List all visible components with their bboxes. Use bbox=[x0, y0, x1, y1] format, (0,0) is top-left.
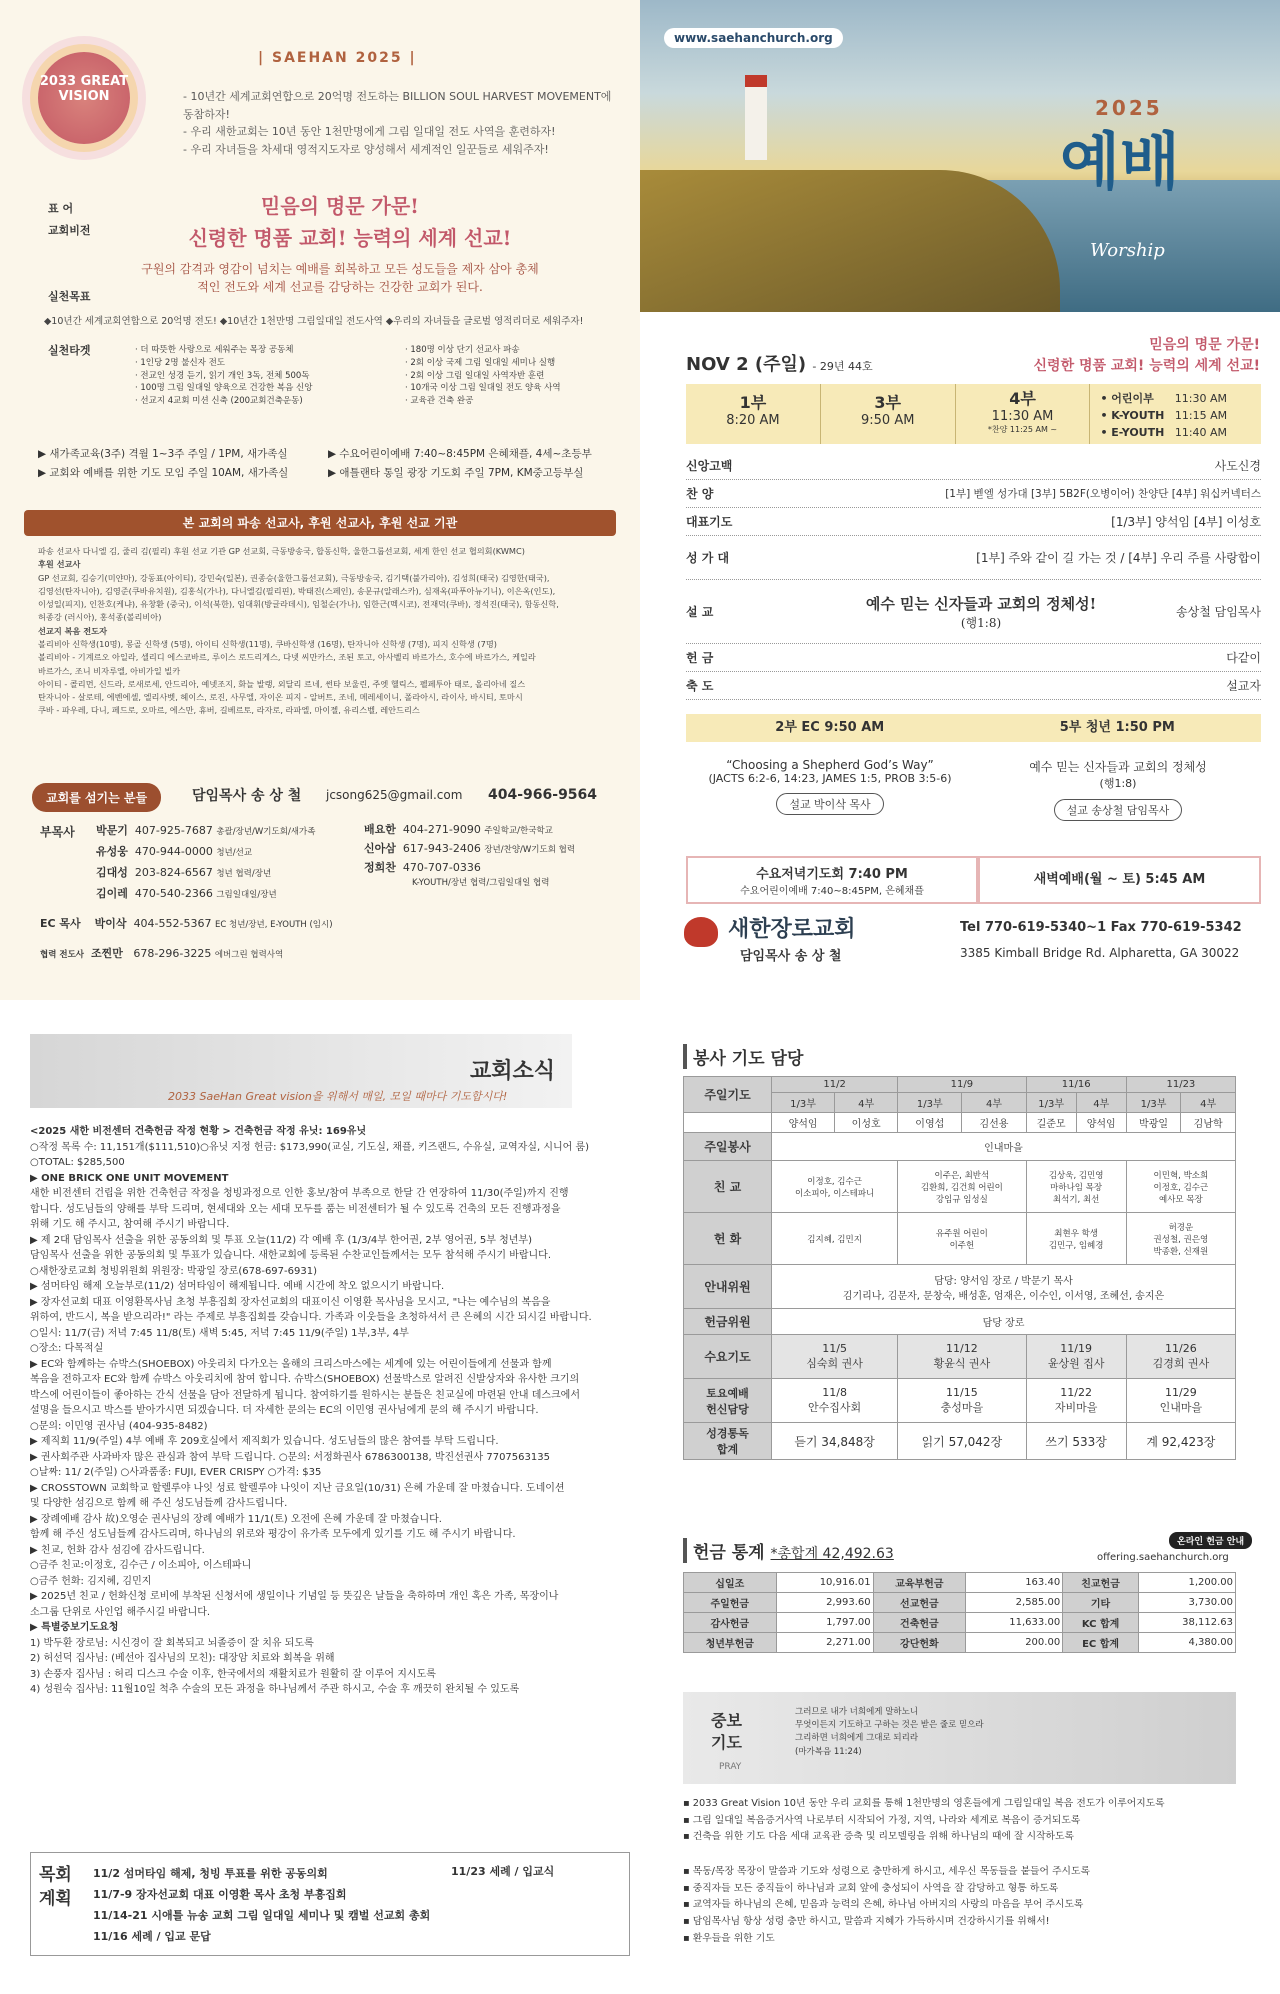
offering-title: 헌금 통계 *총합계 42,492.63 bbox=[683, 1538, 894, 1563]
vision-sentence: 구원의 감격과 영감이 넘치는 예배를 회복하고 모든 성도들을 제자 삼아 총체적인 전도와 세계 선교를 감당하는 건강한 교회가 된다. bbox=[141, 262, 539, 294]
worship-en: Worship bbox=[1090, 240, 1165, 261]
ec-young-bar: 2부 EC 9:50 AM 5부 청년 1:50 PM bbox=[686, 714, 1261, 742]
mission-list: 파송 선교사 다니엘 김, 줄리 김(필리) 후원 선교 기관 GP 선교회, 극동방송국, 합동신학, 울한그룹선교회, 세계 한인 선교 협의회(KWMC) 후원 선교사 GP 선교회, 김승기(미얀마), 강동표(아이티), 강민숙(일본), 권종승(울한그룹선교회), 극동방송국, 김기택(불가리아), 김성희(태국) 김영한(태국), 김영선(탄자니아), 김영준(쿠바유치원), 김홍식(가나), 다니엘김(필리핀), 박태진(스페인), 송문규(알래스카), 심재옥(파푸아뉴기니), 이은옥(인도), 이성일(피지), 인찬호(케냐), 유창환 (중국), 이석(북한), 임대휘(방글라데시), 임철순(가나), 임한근(멕시코), 전재덕(쿠바), 정석진(태국), 함동신학, 허종강 (러시아), 홍석종(볼리비아) 선교지 복음 전도자 볼리비아 신학생(10명), 몽골 신학생 (5명), 아이티 신학생(11명), 쿠바신학생 (16명), 탄자니아 신학생 (7명), 피지 신학생 (7명) 볼리비아 - 기계르오 아일라, 셀리디 에스코바르, 루이스 로드리게스, 다넷 씨만카스, 조된 토고, 아사벨리 바르가스, 호수에 바르가스, 케일라 바르가스, 조니 비자루엘, 아비가일 빌카 아이티 - 콜리먼, 신드라, 로새로세, 안드리아, 예넷조지, 화늘 발랭, 외달리 르네, 썬타 보울린, 주엣 헬릭스, 펠페투아 태로, 올리아네 질스 탄자니아 - 살로테, 에벤에셀, 엘리사벳, 헤이스, 로진, 사무엘, 자이온 피지 - 알버트, 조네, 메레세이니, 폴라아시, 라이사, 바시티, 토마시 쿠바 - 파우레, 다니, 페드로, 오마르, 에스만, 휴버, 길베르토, 라자로, 라파엘, 마이젤, 유리스벨, 레안드리스 bbox=[38, 546, 559, 716]
young-sermon: 예수 믿는 신자들과 교회의 정체성 (행1:8) 설교 송상철 담임목사 bbox=[974, 758, 1262, 821]
label-targets: 실천타겟 bbox=[48, 344, 91, 357]
youth-times: • 어린이부 11:30 AM • K-YOUTH 11:15 AM • E-YOUTH 11:40 AM bbox=[1100, 392, 1228, 439]
goals-line: ◆10년간 세계교회연합으로 20억명 전도! ◆10년간 1천만명 그림일대일 전도사역 ◆우리의 자녀들을 글로벌 영적리더로 세워주자! bbox=[44, 316, 584, 327]
church-pastor: 담임목사 송 상 철 bbox=[740, 949, 842, 964]
vision-badge: 2033 GREAT VISION bbox=[38, 52, 130, 144]
ec-preacher: 설교 박이삭 목사 bbox=[776, 793, 883, 815]
offering-table: 십일조 10,916.01 교육부헌금 163.40 친교헌금 1,200.00 주일헌금 2,993.60 선교헌금 2,585.00 기타 3,730.00 감사헌금 1,797.00 건축헌금 11,633.00 KC 합계 38,112.63 청년부헌금 2,271.00 강단헌화 200.00 EC 합계 4,380.00 bbox=[683, 1572, 1236, 1653]
pray-en: PRAY bbox=[719, 1762, 742, 1772]
site-url[interactable]: www.saehanchurch.org bbox=[664, 28, 843, 48]
mission-title: 본 교회의 파송 선교사, 후원 선교사, 후원 선교 기관 bbox=[24, 510, 616, 536]
targets-right: · 180명 이상 단기 선교사 파송 · 2회 이상 국제 그림 일대일 세미나 실행 · 2회 이상 그림 일대일 사역자반 훈련 · 10개국 이상 그림 일대일 전도 양육 사역 · 교육관 건축 완공 bbox=[405, 345, 561, 406]
motto-line-1: 믿음의 명문 가문! bbox=[261, 194, 419, 218]
prayer-list-2: ▪ 목동/목장 목장이 말씀과 기도와 성령으로 충만하게 하시고, 세우신 목동들을 붙들어 주시도록 ▪ 중직자들 모든 중직들이 하나님과 교회 앞에 충성되이 사역을 잘 감당하고 형통 하도록 ▪ 교역자들 하나님의 은혜, 믿음과 능력의 은혜, 하나님 아버지의 사랑의 마음을 부어 주시도록 ▪ 담임목사님 항상 성령 충만 하시고, 말씀과 지혜가 가득하시며 건강하시기를 위해서! ▪ 환우들을 위한 기도 bbox=[683, 1866, 1090, 1944]
prayer-banner bbox=[683, 1692, 1236, 1784]
service-block: 4부 11:30 AM *찬양 11:25 AM ~ bbox=[956, 384, 1091, 444]
pray-label: 중보기도 bbox=[711, 1711, 742, 1752]
assoc-list: 박문기 407-925-7687 총괄/장년/W기도회/새가족 유성웅 470-944-0000 청년/선교 김대성 203-824-6567 청년 협력/장년 김이레 470-540-2366 그림일대일/장년 bbox=[96, 824, 316, 900]
worship-order-panel bbox=[640, 0, 1280, 1000]
order-row: 대표기도 [1/3부] 양석임 [4부] 이성호 bbox=[686, 508, 1261, 536]
order-of-service bbox=[686, 452, 1261, 700]
label-goals: 실천목표 bbox=[48, 290, 91, 303]
order-row: 찬 양 [1부] 벧엘 성가대 [3부] 5B2F(오병이어) 찬양단 [4부] 워십커넥터스 bbox=[686, 480, 1261, 508]
order-row: 설 교 예수 믿는 신자들과 교회의 정체성! (행1:8) 송상철 담임목사 bbox=[686, 580, 1261, 644]
wed-prayer: 수요저녁기도회 7:40 PM 수요어린이예배 7:40~8:45PM, 은혜채플 bbox=[686, 856, 978, 904]
order-row: 헌 금 다같이 bbox=[686, 644, 1261, 672]
church-tel: Tel 770-619-5340~1 Fax 770-619-5342 bbox=[960, 920, 1242, 935]
right-staff: 배요한 404-271-9090 주일학교/한국학교 신아삼 617-943-2406 장년/찬양/W기도회 협력 정희찬 470-707-0336 K-YOUTH/장년 협력/그림일대일 협력 bbox=[364, 823, 576, 888]
motto-1: 믿음의 명문 가문! bbox=[1149, 337, 1260, 353]
service-block: 3부 9:50 AM bbox=[821, 384, 956, 444]
duty-title: 봉사 기도 담당 bbox=[683, 1044, 803, 1069]
motto-2: 신령한 명품 교회! 능력의 세계 선교! bbox=[1033, 358, 1260, 374]
dawn-prayer: 새벽예배(월 ~ 토) 5:45 AM bbox=[978, 856, 1261, 904]
church-name: 새한장로교회 bbox=[728, 917, 856, 942]
coop-evangelist: 협력 전도사 조찐만 678-296-3225 에버그린 협력사역 bbox=[40, 947, 284, 960]
targets-left: · 더 따뜻한 사랑으로 세워주는 목장 공동체 · 1인당 2명 불신자 전도 · 전교인 성경 듣기, 읽기 개인 3독, 전체 500독 · 100명 그림 일대일 양육으로 건강한 복음 신앙 · 선교지 4교회 미션 신축 (200교회건축운동) bbox=[135, 345, 313, 406]
service-duty-panel bbox=[655, 1000, 1280, 1994]
church-news-panel bbox=[0, 1000, 655, 1994]
church-logo-icon bbox=[684, 917, 718, 947]
plan-box bbox=[30, 1852, 630, 1956]
ec-sermon: “Choosing a Shepherd God’s Way” (JACTS 6:2-6, 14:23, JAMES 1:5, PROB 3:5-6) 설교 박이삭 목사 bbox=[686, 758, 974, 815]
senior-pastor: 담임목사 송 상 철 bbox=[192, 788, 302, 804]
online-offering-badge[interactable]: 온라인 헌금 안내 bbox=[1169, 1532, 1252, 1549]
label-pyoeo: 표 어 bbox=[48, 202, 74, 215]
lighthouse bbox=[745, 75, 767, 160]
assoc-label: 부목사 bbox=[40, 825, 75, 839]
year-label: 2025 bbox=[1095, 96, 1163, 120]
label-church-vision: 교회비전 bbox=[48, 224, 91, 237]
plan-left: 11/2 섬머타임 해제, 청빙 투표를 위한 공동의회 11/7-9 장자선교회 대표 이영환 목사 초청 부흥집회 11/14-21 시애틀 뉴송 교회 그림 일대일 세미나 및 캠벌 선교회 총회 11/16 세례 / 입교 문답 bbox=[93, 1867, 431, 1943]
date-label: NOV 2 (주일) - 29년 44호 bbox=[686, 354, 873, 375]
church-address: 3385 Kimball Bridge Rd. Alpharetta, GA 30022 bbox=[960, 946, 1240, 960]
cliff bbox=[640, 170, 1060, 312]
sermon-ref: (행1:8) bbox=[960, 615, 1002, 630]
prayer-list-1: ▪ 2033 Great Vision 10년 동안 우리 교회를 통해 1천만명의 영혼들에게 그림일대일 복음 전도가 이루어지도록 ▪ 그림 일대일 복음증거사역 나로부터 시작되어 가정, 지역, 나라와 세계로 복음이 증거되도록 ▪ 건축을 위한 기도 다음 세대 교육관 증축 및 리모델링을 위해 하나님의 때에 잘 시작하도록 bbox=[683, 1798, 1165, 1843]
online-offering-url[interactable]: offering.saehanchurch.org bbox=[1097, 1552, 1229, 1563]
service-times bbox=[686, 384, 1261, 444]
news-list: <2025 새한 비전센터 건축헌금 작정 현황 > 건축헌금 작정 유닛: 169유닛 ○작정 목록 수: 11,151개($111,510)○유닛 지정 헌금: $173,990(교실, 기도실, 채플, 키즈랜드, 수유실, 교역자실, 시니어 룸) ○TOTAL: $285,500 ▶ ONE BRICK ONE UNIT MOVEMENT 새한 비전센터 건립을 위한 건축헌금 작정을 청빙과정으로 인한 홍보/참여 부족으로 한달 간 연장하여 11/30(주일)까지 진행 합니다. 성도님들의 양해를 부탁 드리며, 현세대와 오는 세대 모두를 품는 비전센터가 될 수 있도록 건축의 모든 진행과정을 위해 기도 해 주시고, 참여해 주시기 바랍니다. ▶ 제 2대 담임목사 선출을 위한 공동의회 및 투표 오늘(11/2) 각 예배 후 (1/3/4부 한어권, 2부 영어권, 5부 청년부) 담임목사 선출을 위한 공동의회 및 투표가 있습니다. 새한교회에 등록된 수찬교인들께서는 모두 참석해 주시기 바랍니다. ○새한장로교회 청빙위원회 위원장: 박광일 장로(678-697-6931) ▶ 섬머타임 해제 오늘부로(11/2) 섬머타임이 해제됩니다. 예배 시간에 착오 없으시기 바랍니다. ▶ 장자선교회 대표 이영환목사님 초청 부흥집회 장자선교회의 대표이신 이영환 목사님을 모시고, "나는 예수님의 복음을 위하여, 반드시, 복을 받으리라!" 라는 주제로 부흥집회를 갖습니다. 가족과 이웃들을 초청하셔서 큰 은혜의 시간 되시길 바랍니다. ○일시: 11/7(금) 저녁 7:45 11/8(토) 새벽 5:45, 저녁 7:45 11/9(주일) 1부,3부, 4부 ○장소: 다목적실 ▶ EC와 함께하는 슈박스(SHOEBOX) 아웃리치 다가오는 올해의 크리스마스에는 세계에 있는 어린이들에게 선물과 함께 복음을 전하고자 EC와 함께 슈박스 아웃리치에 참여 합니다. 슈박스(SHOEBOX) 선물박스로 알려진 신발상자와 유사한 크기의 박스에 어린이들이 좋아하는 간식 선물을 담아 전달하게 됩니다. 참여하기를 원하시는 분들은 친교실에 마련된 안내 데스크에서 설명을 들으시고 박스를 받아가시면 되겠습니다. 더 자세한 문의는 EC의 이민영 권사님에게 문의 해 주시기 바랍니다. ○문의: 이민영 권사님 (404-935-8482) ▶ 제직회 11/9(주일) 4부 예배 후 209호실에서 제직회가 있습니다. 성도님들의 많은 참여를 부탁 드립니다. ▶ 권사회주관 사과바자 많은 관심과 참여 부탁 드립니다. ○문의: 서정화권사 6786300138, 박진선권사 7707563135 ○날짜: 11/ 2(주일) ○사과품종: FUJI, EVER CRISPY ○가격: $35 ▶ CROSSTOWN 교회학교 할렐루야 나잇 성료 할렐루야 나잇이 지난 금요일(10/31) 은혜 가운데 잘 마쳤습니다. 도네이션 및 다양한 섬김으로 함께 해 주신 성도님들께 감사드립니다. ▶ 장례예배 감사 故)오영순 권사님의 장례 예배가 11/1(토) 오전에 은혜 가운데 잘 마쳤습니다. 함께 해 주신 성도님들께 감사드리며, 하나님의 위로와 평강이 유가족 모두에게 있기를 기도 해 주시기 바랍니다. ▶ 친교, 헌화 감사 섬김에 감사드립니다. ○금주 친교:이정호, 김수근 / 이소피아, 이스테파니 ○금주 헌화: 김지혜, 김민지 ▶ 2025년 친교 / 헌화신청 로비에 부착된 신청서에 생일이나 기념일 등 뜻깊은 날들을 축하하며 개인 혹은 가족, 목장이나 소그룹 단위로 사인업 해주시길 바랍니다. ▶ 특별중보기도요청 1) 박두환 장로님: 시신경이 잘 회복되고 뇌졸증이 잘 치유 되도록 2) 허선덕 집사님: (베선아 집사님의 모친): 대장암 치료와 회복을 위해 3) 손풍자 집사님 : 허리 디스크 수술 이후, 한국에서의 재활치료가 원활히 잘 이루어 지시도록 4) 성원숙 집사님: 11월10일 척추 수술의 모든 과정을 하나님께서 주관 하시고, 수술 후 깨끗히 완치될 수 있도록 bbox=[30, 1126, 592, 1695]
saehan-year-label: | SAEHAN 2025 | bbox=[258, 50, 417, 66]
motto-line-2: 신령한 명품 교회! 능력의 세계 선교! bbox=[188, 226, 512, 250]
church-vision-panel bbox=[0, 0, 640, 1000]
pastor-phone: 404-966-9564 bbox=[488, 787, 598, 803]
young-preacher: 설교 송상철 담임목사 bbox=[1054, 799, 1183, 821]
vision-line: - 우리 새한교회는 10년 동안 1천만명에게 그림 일대일 전도 사역을 훈련하자! bbox=[183, 125, 556, 139]
duty-table: 주일기도 11/2 11/9 11/16 11/23 1/3부 4부 1/3부 4부 1/3부 4부 1/3부 4부 양석임 이성호 이영섭 김선용 길준모 양석임 박광일 김남학 주일봉사 인내마을 친 교 이정호, 김수근 이소피아, 이스테파니 이주은, 최반석 김환희, 김건희 어린이 강임규 임성실 김상욱, 김민영 마하나임 목장 최석기, 최선 이민혁, 박소희 이정호, 김수근 예사모 목장 헌 화 김지혜, 김민지 유주원 어린이 이주헌 최현우 학생 김민구, 임혜경 허경운 권성철, 권은영 박종환, 신재원 안내위원 담당: 양서임 장로 / 박문기 목사 김기리나, 김문자, 문창숙, 배성훈, 엄재은, 이수인, 이서영, 조혜선, 송지은 헌금위원 담당 장로 수요기도 11/5 심숙희 권사 11/12 황윤식 권사 11/19 윤상원 집사 11/26 김경희 권사 토요예배 헌신담당 11/8 안수집사회 11/15 충성마을 11/22 자비마을 11/29 인내마을 성경통독 합계 듣기 34,848장 읽기 57,042장 쓰기 533장 계 92,423장 bbox=[683, 1076, 1236, 1460]
service-block: 1부 8:20 AM bbox=[686, 384, 821, 444]
news-title: 교회소식 bbox=[470, 1059, 556, 1084]
order-row: 성 가 대 [1부] 주와 같이 길 가는 것 / [4부] 우리 주를 사랑합이 bbox=[686, 536, 1261, 580]
ec-pastor: EC 목사 박이삭 404-552-5367 EC 청년/장년, E-YOUTH (임시) bbox=[40, 917, 333, 930]
meetings: ▶ 새가족교육(3주) 격월 1~3주 주일 / 1PM, 새가족실 ▶ 수요어린이예배 7:40~8:45PM 은혜채플, 4세~초등부 ▶ 교회와 예배를 위한 기도 모임 주일 10AM, 새가족실 ▶ 애틀랜타 통일 광장 기도회 주일 7PM, KM중고등부실 bbox=[38, 448, 592, 479]
vision-line: - 우리 자녀들을 차세대 영적지도자로 양성해서 세계적인 일꾼들로 세워주자! bbox=[183, 142, 549, 156]
sermon-title: 예수 믿는 신자들과 교회의 정체성! bbox=[865, 594, 1097, 613]
row-label: 주일기도 bbox=[684, 1077, 772, 1113]
vision-line: - 10년간 세계교회연합으로 20억명 전도하는 BILLION SOUL HARVEST MOVEMENT에 동참하자! bbox=[183, 90, 612, 121]
staff-title: 교회를 섬기는 분들 bbox=[32, 783, 161, 812]
news-subtitle: 2033 SaeHan Great vision을 위해서 매일, 모일 때마다 기도합시다! bbox=[168, 1090, 508, 1103]
vision-lines bbox=[183, 88, 623, 158]
order-row: 신앙고백 사도신경 bbox=[686, 452, 1261, 480]
pastor-email: jcsong625@gmail.com bbox=[326, 788, 463, 802]
prayer-verse: 그러므로 내가 너희에게 말하노니 무엇이든지 기도하고 구하는 것은 받은 줄로 믿으라 그리하면 너희에게 그대로 되리라 (마가복음 11:24) bbox=[795, 1707, 984, 1757]
plan-right: 11/23 세례 / 입교식 bbox=[451, 1865, 555, 1878]
plan-label: 목회 계획 bbox=[39, 1865, 72, 1909]
order-row: 축 도 설교자 bbox=[686, 672, 1261, 700]
worship-title: 예배 bbox=[1060, 125, 1180, 198]
